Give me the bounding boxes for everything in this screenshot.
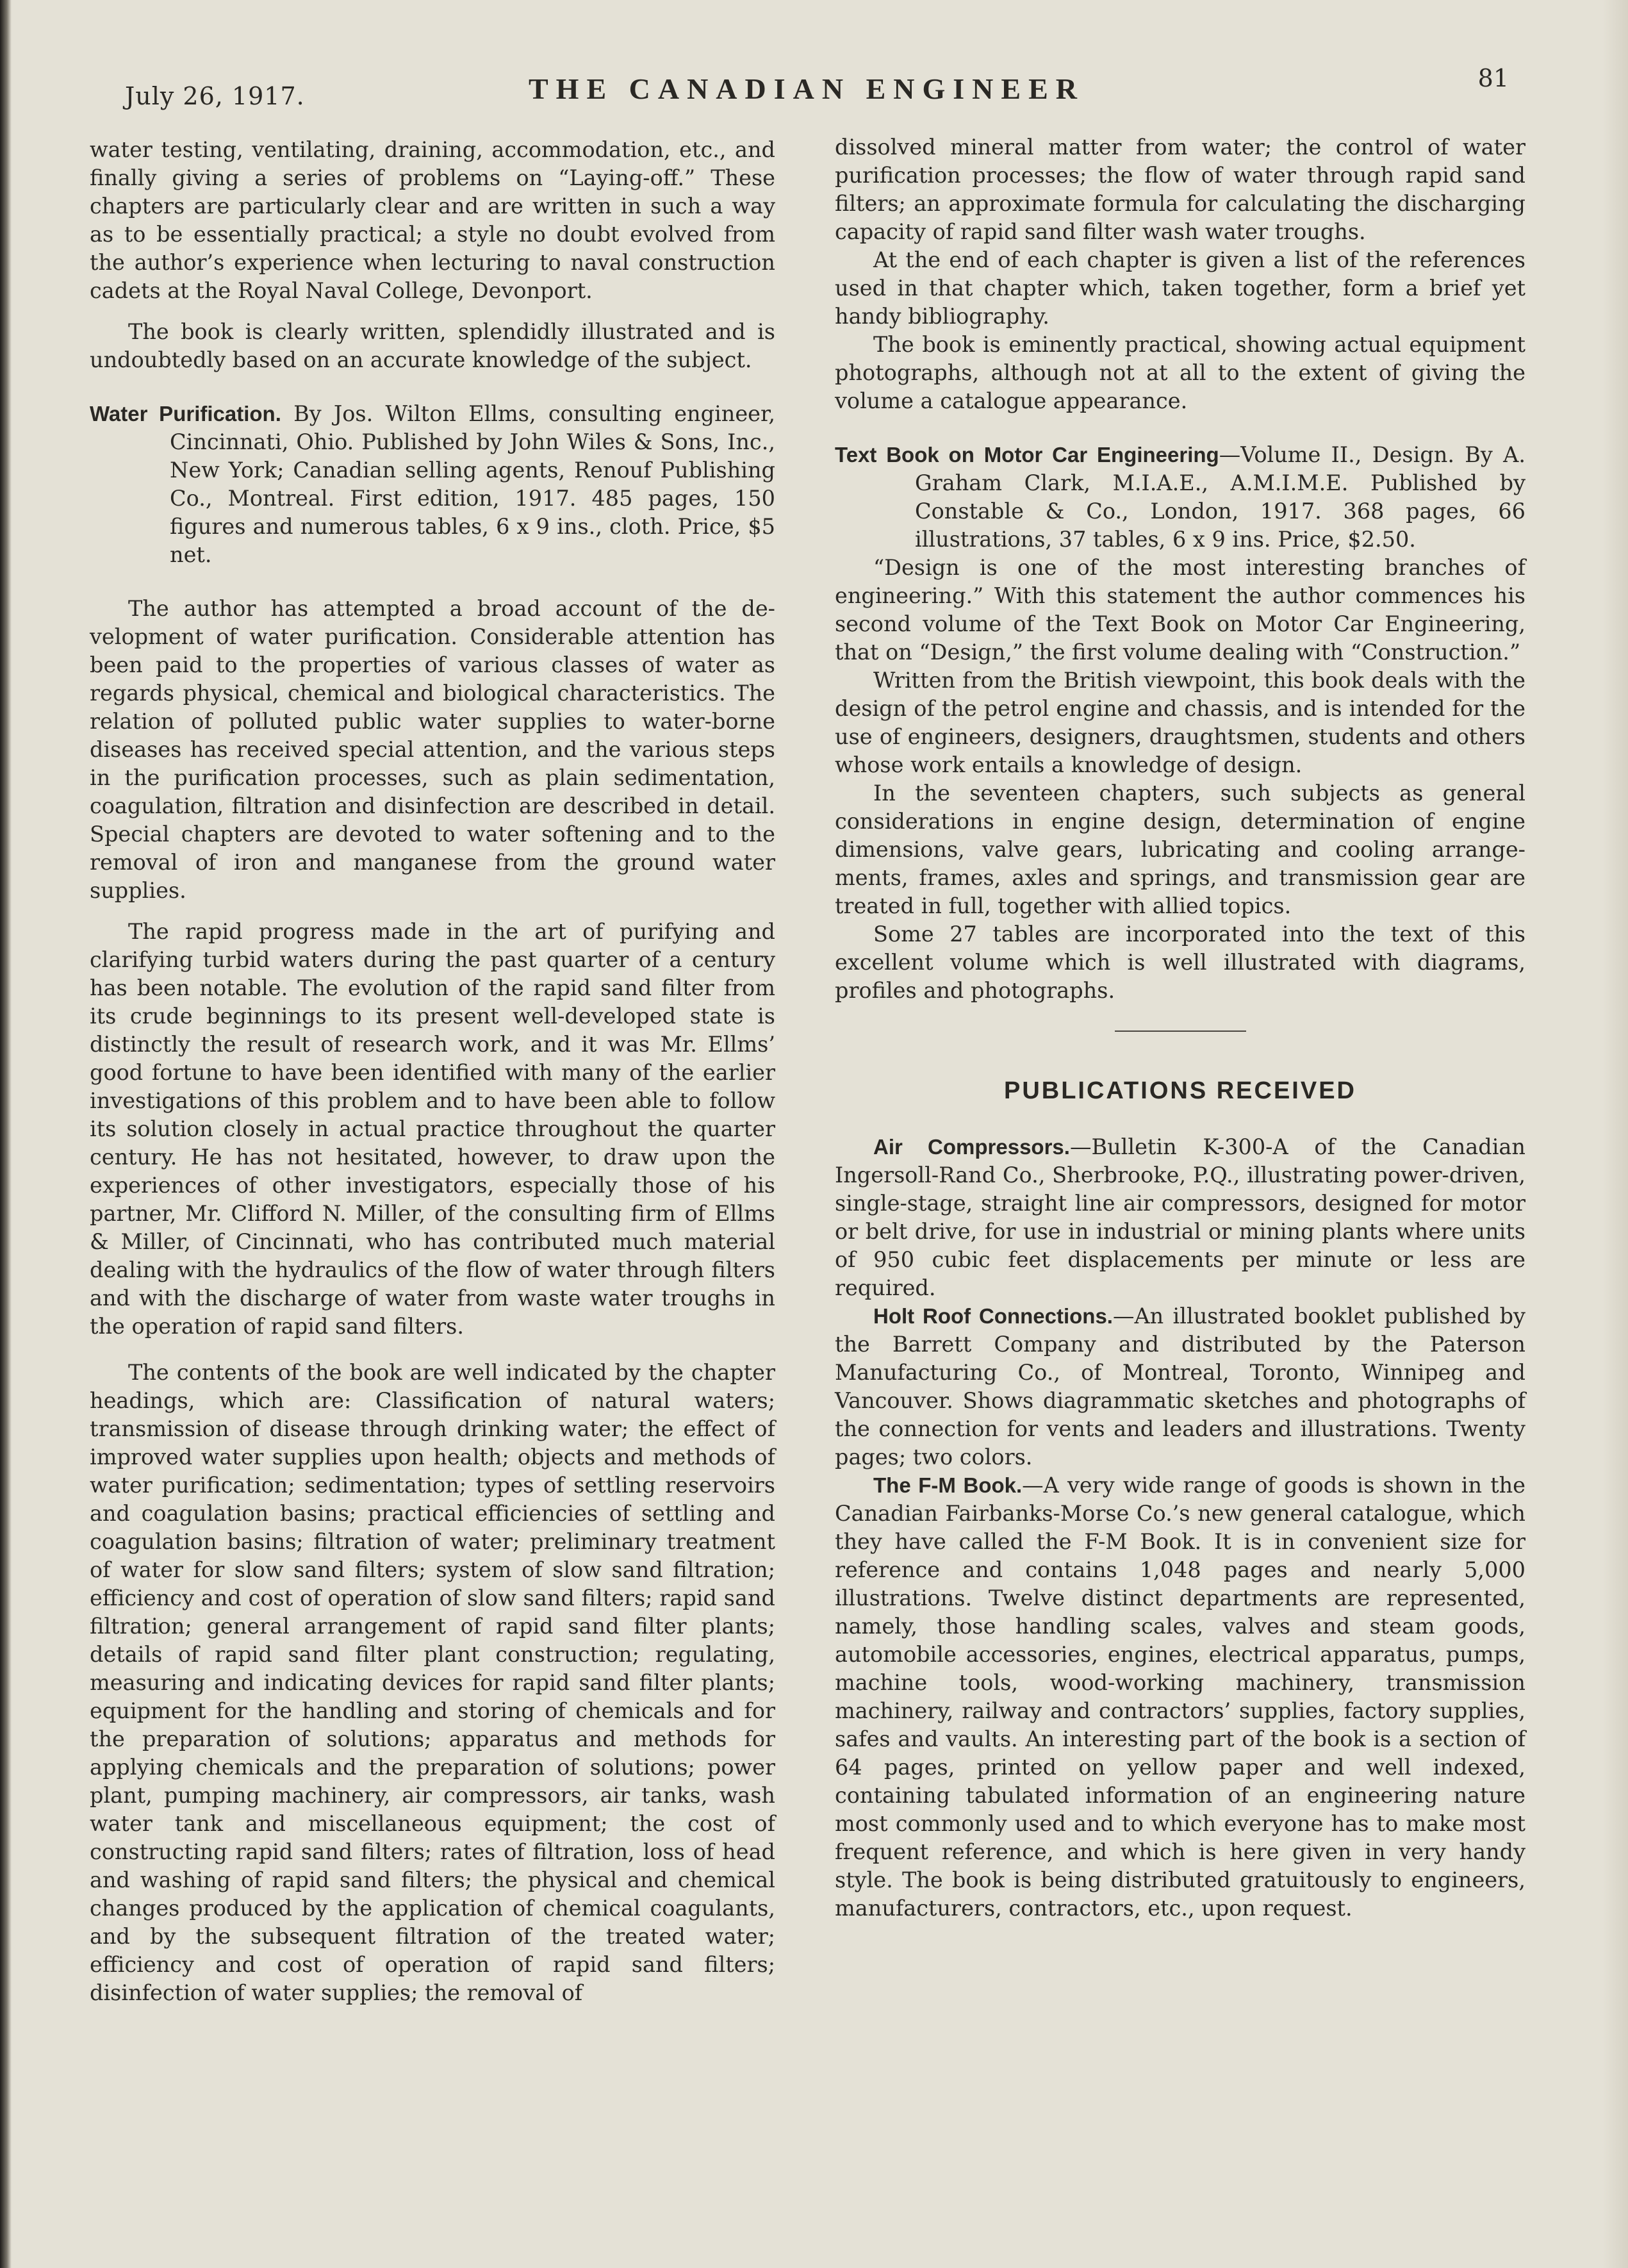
left-paragraph-2: The book is clearly written, splendidly illustrated and is undoubtedly based on an accurate knowledge of the subject.: [90, 319, 775, 372]
left-column: [90, 136, 775, 2007]
review-title-motor-car: Text Book on Motor Car Engineering: [835, 443, 1219, 467]
right-paragraph-5: Written from the British viewpoint, this book deals with the design of the petrol engine and chassis, and is intended for the use of engineers, designers, draughtsmen, students and others whose work entails a knowledge of design.: [835, 668, 1525, 777]
section-divider: [1115, 1031, 1246, 1032]
publication-holt-roof: [835, 1302, 1525, 1471]
publication-title-fm-book: The F-M Book.: [873, 1473, 1023, 1497]
right-paragraph-3: The book is eminently practical, showing actual equipment photographs, although not at all to the extent of giving the volume a catalogue appearance.: [835, 332, 1525, 413]
section-heading: PUBLICATIONS RECEIVED: [1003, 1077, 1356, 1104]
review-citation-motor-car: —Volume II., Design. By A. Graham Clark, M.I.A.E., A.M.I.M.E. Published by Constable & Co., London, 1917. 368 pages, 66 illustrations, 37 tables, 6 x 9 ins. Price, $2.50.: [915, 442, 1525, 552]
left-paragraph-3: The author has attempted a broad account of the development of water purification. Considerable attention has been paid to the properties of various classes of water as regards physical, chemical and biological characteristics. The relation of polluted public water supplies to water-borne diseases has received special attention, and the various steps in the purification processes, such as plain sedimentation, coagulation, filtration and disinfection are described in detail. Special chapters are devoted to water softening and to the removal of iron and manganese from the ground water supplies.: [90, 596, 775, 903]
right-paragraph-1: dissolved mineral matter from water; the control of water purification processes; the flow of water through rapid sand filters; an approximate formula for calculating the discharging capacity of rapid sand filter wash water troughs.: [835, 135, 1525, 244]
right-paragraph-2: At the end of each chapter is given a list of the references used in that chapter which, taken together, form a brief yet handy bibliography.: [835, 247, 1525, 329]
left-paragraph-1: water testing, ventilating, draining, accommodation, etc., and finally giving a series of problems on “Laying-off.” These chapters are particularly clear and are written in such a way as to be essentially practical; a style no doubt evolved from the author’s experience when lecturing to naval construction cadets at the Royal Naval College, Devonport.: [90, 137, 775, 303]
issue-date: July 26, 1917.: [125, 82, 305, 110]
publication-text-fm-book: —A very wide range of goods is shown in the Canadian Fairbanks-Morse Co.’s new general catalogue, which they have called the F-M Book. It is in convenient size for reference and contains 1,048 pages and nearly 5,000 illustrations. Twelve distinct departments are represented, namely, those handling scales, valves and steam goods, automobile accessories, engines, electrical apparatus, pumps, machine tools, wood-working machinery, transmission machinery, railway and contractors’ supplies, factory supplies, safes and vaults. An interesting part of the book is a section of 64 pages, printed on yellow paper and well indexed, containing tabulated information of an engineering nature most commonly used and to which everyone has to make most frequent reference, and which is here given in very handy style. The book is being distributed gratuitously to engineers, manufacturers, contractors, etc., upon request.: [835, 1473, 1525, 1921]
review-entry-motor-car: [835, 441, 1525, 554]
left-paragraph-5: The contents of the book are well indicated by the chapter headings, which are: Classification of natural waters; transmission of disease through drinking water; the effect of improved water supplies upon health; objects and methods of water purification; sedimentation; types of settling reservoirs and coagulation basins; practical efficiencies of settling and coagulation basins; filtration of water; preliminary treatment of water for slow sand filters; system of slow sand filtration; efficiency and cost of operation of slow sand filters; rapid sand filtration; general arrangement of rapid sand filter plants; details of rapid sand filter plant construction; regulating, measuring and indicating devices for rapid sand filter plants; equipment for the handling and storing of chemicals and for the preparation of solutions; apparatus and methods for applying chemicals and the preparation of solutions; power plant, pumping machinery, air compressors, air tanks, wash water tank and miscellaneous equipment; the cost of constructing rapid sand filters; rates of filtration, loss of head and washing of rapid sand filters; the physical and chemical changes produced by the application of chemical coagulants, and by the subsequent filtration of the treated water; efficiency and cost of operation of rapid sand filters; disinfection of water supplies; the removal of: [90, 1360, 775, 2005]
right-paragraph-7: Some 27 tables are incorporated into the text of this excellent volume which is well illustrated with diagrams, profiles and photographs.: [835, 922, 1525, 1003]
right-paragraph-6: In the seventeen chapters, such subjects as general considerations in engine design, determination of engine dimensions, valve gears, lubricating and cooling arrangements, frames, axles and springs, and transmission gear are treated in full, together with allied topics.: [835, 781, 1525, 918]
right-paragraph-4: “Design is one of the most interesting branches of engineering.” With this statement the author commences his second volume of the Text Book on Motor Car Engineering, that on “Design,” the first volume dealing with “Construction.”: [835, 555, 1525, 665]
page-header: [125, 64, 1509, 115]
page-number: 81: [1477, 64, 1509, 92]
publication-fm-book: [835, 1471, 1525, 1923]
publication-air-compressors: [835, 1133, 1525, 1302]
journal-title: THE CANADIAN ENGINEER: [529, 72, 1085, 105]
page-margin-shade: [1602, 0, 1628, 2268]
page-binding-edge: [0, 0, 12, 2268]
review-title-water-purification: Water Purification.: [90, 402, 281, 426]
right-column: [835, 133, 1525, 1923]
publication-title-air-compressors: Air Compressors.: [873, 1135, 1070, 1159]
review-citation-water-purification: By Jos. Wilton Ellms, consulting engineer, Cincinnati, Ohio. Published by John Wiles & Sons, Inc., New York; Canadian selling agents, Renouf Publishing Co., Montreal. First edition, 1917. 485 pages, 150 figures and numerous tables, 6 x 9 ins., cloth. Price, $5 net.: [170, 401, 775, 567]
publication-text-holt-roof: —An illustrated booklet published by the Barrett Company and distributed by the Paterson Manufacturing Co., of Montreal, Toronto, Winnipeg and Vancouver. Shows diagrammatic sketches and photographs of the connection for vents and leaders and illustrations. Twenty pages; two colors.: [835, 1304, 1525, 1469]
publication-text-air-compressors: —Bulletin K-300-A of the Canadian Ingersoll-Rand Co., Sherbrooke, P.Q., illustrating power-driven, single-stage, straight line air compressors, designed for motor or belt drive, for use in industrial or mining plants where units of 950 cubic feet displacements per minute or less are required.: [835, 1134, 1525, 1300]
publication-title-holt-roof: Holt Roof Connections.: [873, 1304, 1113, 1328]
review-entry-water-purification: [90, 400, 775, 569]
left-paragraph-4: The rapid progress made in the art of purifying and clarifying turbid waters during the past quarter of a century has been notable. The evolution of the rapid sand filter from its crude beginnings to its present well-developed state is distinctly the result of research work, and it was Mr. Ellms’ good fortune to have been identified with many of the earlier investigations of this problem and to have been able to follow its solution closely in actual practice throughout the quarter century. He has not hesitated, however, to draw upon the experiences of other investigators, especially those of his partner, Mr. Clifford N. Miller, of the consulting firm of Ellms & Miller, of Cincinnati, who has contributed much material dealing with the hydraulics of the flow of water through filters and with the discharge of water from waste water troughs in the operation of rapid sand filters.: [90, 919, 775, 1339]
